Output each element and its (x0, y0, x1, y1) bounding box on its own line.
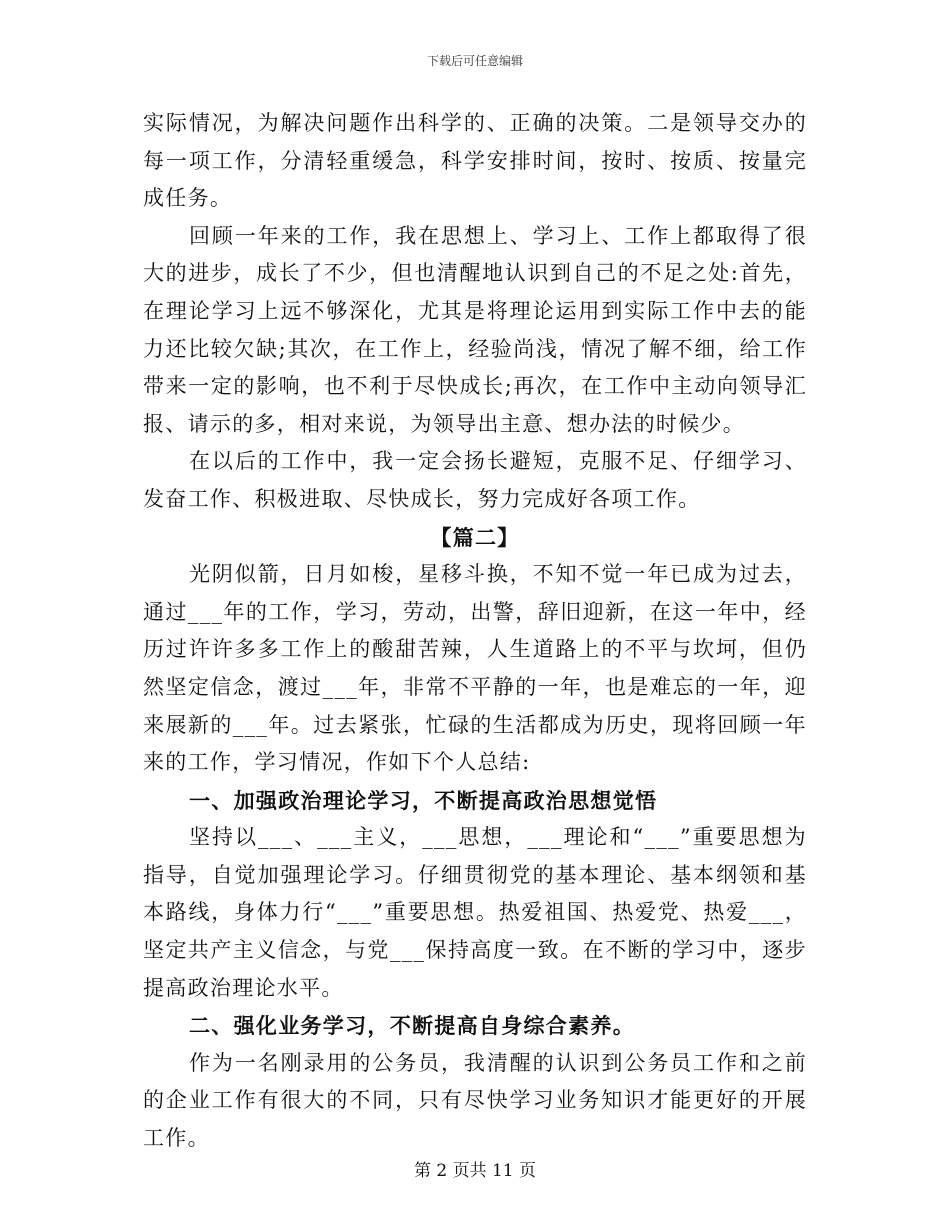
paragraph-intro: 光阴似箭，日月如梭，星移斗换，不知不觉一年已成为过去，通过___年的工作，学习，劳动，出警，辞旧迎新，在这一年中，经历过许许多多工作上的酸甜苦辣，人生道路上的不平与坎坷，但仍然坚定信念，渡过___年，非常不平静的一年，也是难忘的一年，迎来展新的___年。过去紧张，忙碌的生活都成为历史，现将回顾一年来的工作，学习情况，作如下个人总结: (143, 562, 807, 775)
section-title: 【篇二】 (430, 524, 520, 550)
page-header: 下载后可任意编辑 (426, 54, 523, 68)
document-body (143, 105, 807, 1158)
paragraph-future: 在以后的工作中，我一定会扬长避短，克服不足、仔细学习、发奋工作、积极进取、尽快成长，努力完成好各项工作。 (143, 449, 807, 511)
paragraph-politics: 坚持以___、___主义，___思想，___理论和“___”重要思想为指导，自觉加强理论学习。仔细贯彻党的基本理论、基本纲领和基本路线，身体力行“___”重要思想。热爱祖国、热爱党、热爱___，坚定共产主义信念，与党___保持高度一致。在不断的学习中，逐步提高政治理论水平。 (143, 825, 807, 1000)
paragraph-review: 回顾一年来的工作，我在思想上、学习上、工作上都取得了很大的进步，成长了不少，但也清醒地认识到自己的不足之处:首先，在理论学习上远不够深化，尤其是将理论运用到实际工作中去的能力还比较欠缺;其次，在工作上，经验尚浅，情况了解不细，给工作带来一定的影响，也不利于尽快成长;再次，在工作中主动向领导汇报、请示的多，相对来说，为领导出主意、想办法的时候少。 (143, 223, 807, 436)
heading-one: 一、加强政治理论学习，不断提高政治思想觉悟 (189, 787, 658, 813)
paragraph-business: 作为一名刚录用的公务员，我清醒的认识到公务员工作和之前的企业工作有很大的不同，只有尽快学习业务知识才能更好的开展工作。 (143, 1050, 807, 1151)
heading-two: 二、强化业务学习，不断提高自身综合素养。 (189, 1013, 635, 1039)
paragraph-continuation: 实际情况，为解决问题作出科学的、正确的决策。二是领导交办的每一项工作，分清轻重缓急，科学安排时间，按时、按质、按量完成任务。 (143, 111, 807, 211)
page-footer: 第 2 页共 11 页 (413, 1161, 537, 1181)
